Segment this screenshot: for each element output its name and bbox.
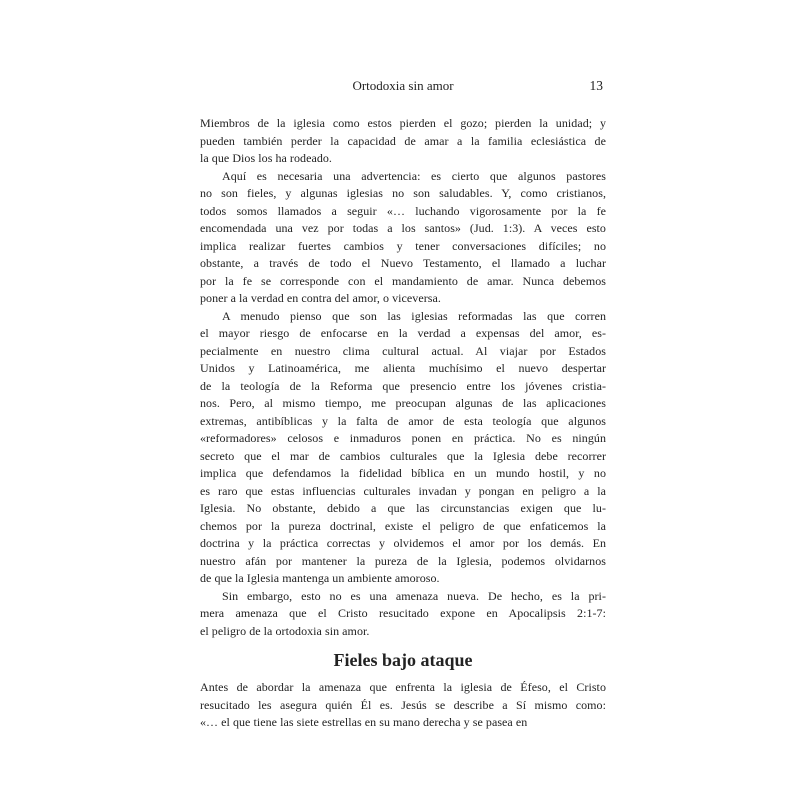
text-column xyxy=(200,77,606,732)
page-header xyxy=(200,77,606,95)
body-text xyxy=(200,115,606,732)
text-line: todos somos llamados a seguir «… luchando vigorosamente por la fe xyxy=(200,203,606,218)
text-line: el peligro de la ortodoxia sin amor. xyxy=(200,623,370,638)
text-line: A menudo pienso que son las iglesias reformadas las que corren xyxy=(222,308,606,323)
text-line: es raro que estas influencias culturales invadan y pongan en peligro a la xyxy=(200,483,606,498)
paragraph xyxy=(200,115,606,168)
text-line: obstante, a través de todo el Nuevo Testamento, el llamado a luchar xyxy=(200,256,606,270)
text-line: doctrina y la práctica correctas y olvidemos el amor por los demás. En xyxy=(200,536,606,550)
text-line: «reformadores» celosos e inmaduros ponen en práctica. No es ningún xyxy=(200,431,606,445)
text-line: la que Dios los ha rodeado. xyxy=(200,151,332,165)
text-line: mera amenaza que el Cristo resucitado expone en Apocalipsis 2:1-7: xyxy=(200,606,606,620)
text-line: Miembros de la iglesia como estos pierden el gozo; pierden la unidad; y xyxy=(200,116,606,130)
paragraph xyxy=(200,588,606,641)
text-line: nos. Pero, al mismo tiempo, me preocupan algunas de las aplicaciones xyxy=(200,396,606,410)
text-line: resucitado les asegura quién Él es. Jesús se describe a Sí mismo como: xyxy=(200,697,606,712)
page-number: 13 xyxy=(589,78,603,93)
paragraph xyxy=(200,308,606,588)
section-heading: Fieles bajo ataque xyxy=(333,650,473,670)
text-line: implica que defendamos la fidelidad bíblica en un mundo hostil, y no xyxy=(200,466,606,480)
text-line: Sin embargo, esto no es una amenaza nueva. De hecho, es la pri- xyxy=(222,588,606,603)
text-line: de la teología de la Reforma que presencio entre los jóvenes cristia- xyxy=(200,378,606,393)
text-line: pecialmente en nuestro clima cultural actual. Al viajar por Estados xyxy=(200,343,606,358)
text-line: no son fieles, y algunas iglesias no son saludables. Y, como cristianos, xyxy=(200,186,606,200)
text-line: poner a la verdad en contra del amor, o viceversa. xyxy=(200,291,441,305)
paragraph xyxy=(200,168,606,308)
text-line: pueden también perder la capacidad de amar a la familia eclesiástica de xyxy=(200,133,606,148)
text-line: Unidos y Latinoamérica, me alienta muchísimo el nuevo despertar xyxy=(200,361,606,375)
text-line: «… el que tiene las siete estrellas en su mano derecha y se pasea en xyxy=(200,715,528,729)
text-line: secreto que el mar de cambios culturales que la Iglesia debe recorrer xyxy=(200,448,606,463)
paragraph xyxy=(200,679,606,732)
text-line: chemos por la pureza doctrinal, existe el peligro de que enfaticemos la xyxy=(200,518,606,533)
text-line: nuestro afán por mantener la pureza de la Iglesia, podemos olvidarnos xyxy=(200,553,606,568)
text-line: por la fe se corresponde con el mandamiento de amar. Nunca debemos xyxy=(200,273,606,288)
text-line: Iglesia. No obstante, debido a que las circunstancias exigen que lu- xyxy=(200,501,606,515)
text-line: Aquí es necesaria una advertencia: es cierto que algunos pastores xyxy=(222,168,606,183)
text-line: Antes de abordar la amenaza que enfrenta la iglesia de Éfeso, el Cristo xyxy=(200,680,606,694)
text-line: encomendada una vez por todas a los santos» (Jud. 1:3). A veces esto xyxy=(200,221,606,235)
text-line: extremas, antibíblicas y la falta de amor de esta teología que algunos xyxy=(200,413,606,428)
text-line: de que la Iglesia mantenga un ambiente amoroso. xyxy=(200,571,440,585)
text-line: el mayor riesgo de enfocarse en la verdad a expensas del amor, es- xyxy=(200,326,606,340)
text-line: implica realizar fuertes cambios y tener conversaciones difíciles; no xyxy=(200,238,606,253)
running-head-title: Ortodoxia sin amor xyxy=(352,78,454,93)
